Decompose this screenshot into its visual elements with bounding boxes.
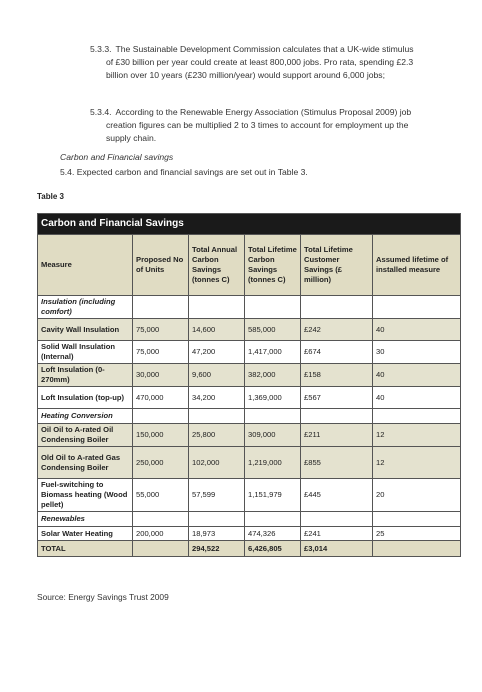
lifetime-cell: 12 (373, 447, 461, 479)
source-note: Source: Energy Savings Trust 2009 (37, 592, 169, 602)
section-row (38, 409, 461, 424)
table-header-row (38, 235, 461, 296)
table-row (38, 341, 461, 364)
total-lifetime-cell (373, 541, 461, 557)
measure-cell: Solid Wall Insulation (Internal) (38, 341, 133, 364)
total-customer-savings-cell: £3,014 (301, 541, 373, 557)
section-label: Renewables (38, 512, 133, 527)
measure-cell: Fuel-switching to Biomass heating (Wood pellet) (38, 479, 133, 512)
total-row (38, 541, 461, 557)
column-header: Proposed No of Units (133, 235, 189, 296)
column-header: Total Lifetime Customer Savings (£ million) (301, 235, 373, 296)
paragraph-text: According to the Renewable Energy Association (Stimulus Proposal 2009) job (115, 107, 412, 117)
measure-cell: Loft Insulation (0-270mm) (38, 364, 133, 387)
paragraph-5-3-4 (90, 106, 430, 145)
annual-savings-cell: 14,600 (189, 319, 245, 341)
lifetime-savings-cell: 1,369,000 (245, 387, 301, 409)
customer-savings-cell: £855 (301, 447, 373, 479)
lifetime-cell: 12 (373, 424, 461, 447)
paragraph-text: of £30 billion per year could create at least 800,000 jobs. Pro rata, spending £2.3 billion over 10 years (£230 million/year) would support around 6,000 jobs; (106, 57, 414, 80)
table-row (38, 319, 461, 341)
customer-savings-cell: £211 (301, 424, 373, 447)
units-cell: 150,000 (133, 424, 189, 447)
table-row (38, 479, 461, 512)
lifetime-savings-cell: 382,000 (245, 364, 301, 387)
lifetime-cell: 40 (373, 387, 461, 409)
column-header: Measure (38, 235, 133, 296)
units-cell: 75,000 (133, 341, 189, 364)
customer-savings-cell: £445 (301, 479, 373, 512)
table-row (38, 527, 461, 541)
table-title: Carbon and Financial Savings (38, 214, 461, 235)
annual-savings-cell: 9,600 (189, 364, 245, 387)
table-label: Table 3 (37, 192, 64, 201)
measure-cell: Oil Oil to A-rated Oil Condensing Boiler (38, 424, 133, 447)
measure-cell: Cavity Wall Insulation (38, 319, 133, 341)
units-cell: 30,000 (133, 364, 189, 387)
column-header: Total Lifetime Carbon Savings (tonnes C) (245, 235, 301, 296)
units-cell: 200,000 (133, 527, 189, 541)
customer-savings-cell: £674 (301, 341, 373, 364)
paragraph-5-3-3 (90, 43, 430, 82)
section-label: Heating Conversion (38, 409, 133, 424)
section-row (38, 512, 461, 527)
lifetime-savings-cell: 585,000 (245, 319, 301, 341)
lifetime-savings-cell: 1,151,979 (245, 479, 301, 512)
lifetime-cell: 40 (373, 319, 461, 341)
paragraph-number: 5.3.3. (90, 44, 112, 54)
annual-savings-cell: 47,200 (189, 341, 245, 364)
total-annual-savings-cell: 294,522 (189, 541, 245, 557)
measure-cell: Loft Insulation (top-up) (38, 387, 133, 409)
lifetime-cell: 30 (373, 341, 461, 364)
table-row (38, 387, 461, 409)
lifetime-cell: 40 (373, 364, 461, 387)
measure-cell: Old Oil to A-rated Gas Condensing Boiler (38, 447, 133, 479)
units-cell: 75,000 (133, 319, 189, 341)
lifetime-cell: 20 (373, 479, 461, 512)
total-label: TOTAL (38, 541, 133, 557)
paragraph-5-4: 5.4. Expected carbon and financial savings are set out in Table 3. (60, 167, 308, 177)
annual-savings-cell: 57,599 (189, 479, 245, 512)
section-subheading: Carbon and Financial savings (60, 152, 174, 162)
units-cell: 55,000 (133, 479, 189, 512)
lifetime-savings-cell: 1,219,000 (245, 447, 301, 479)
annual-savings-cell: 18,973 (189, 527, 245, 541)
customer-savings-cell: £158 (301, 364, 373, 387)
column-header: Assumed lifetime of installed measure (373, 235, 461, 296)
paragraph-text: creation figures can be multiplied 2 to 3 times to account for employment up the supply chain. (106, 120, 409, 143)
column-header: Total Annual Carbon Savings (tonnes C) (189, 235, 245, 296)
section-label: Insulation (including comfort) (38, 296, 133, 319)
annual-savings-cell: 34,200 (189, 387, 245, 409)
customer-savings-cell: £241 (301, 527, 373, 541)
annual-savings-cell: 25,800 (189, 424, 245, 447)
lifetime-cell: 25 (373, 527, 461, 541)
table-row (38, 447, 461, 479)
annual-savings-cell: 102,000 (189, 447, 245, 479)
lifetime-savings-cell: 474,326 (245, 527, 301, 541)
table-row (38, 364, 461, 387)
savings-table (37, 213, 461, 557)
paragraph-number: 5.3.4. (90, 107, 112, 117)
lifetime-savings-cell: 309,000 (245, 424, 301, 447)
section-row (38, 296, 461, 319)
table-row (38, 424, 461, 447)
measure-cell: Solar Water Heating (38, 527, 133, 541)
customer-savings-cell: £242 (301, 319, 373, 341)
lifetime-savings-cell: 1,417,000 (245, 341, 301, 364)
units-cell: 470,000 (133, 387, 189, 409)
paragraph-text: The Sustainable Development Commission calculates that a UK-wide stimulus (115, 44, 414, 54)
customer-savings-cell: £567 (301, 387, 373, 409)
units-cell: 250,000 (133, 447, 189, 479)
total-lifetime-savings-cell: 6,426,805 (245, 541, 301, 557)
total-units-cell (133, 541, 189, 557)
table-title-row (38, 214, 461, 235)
